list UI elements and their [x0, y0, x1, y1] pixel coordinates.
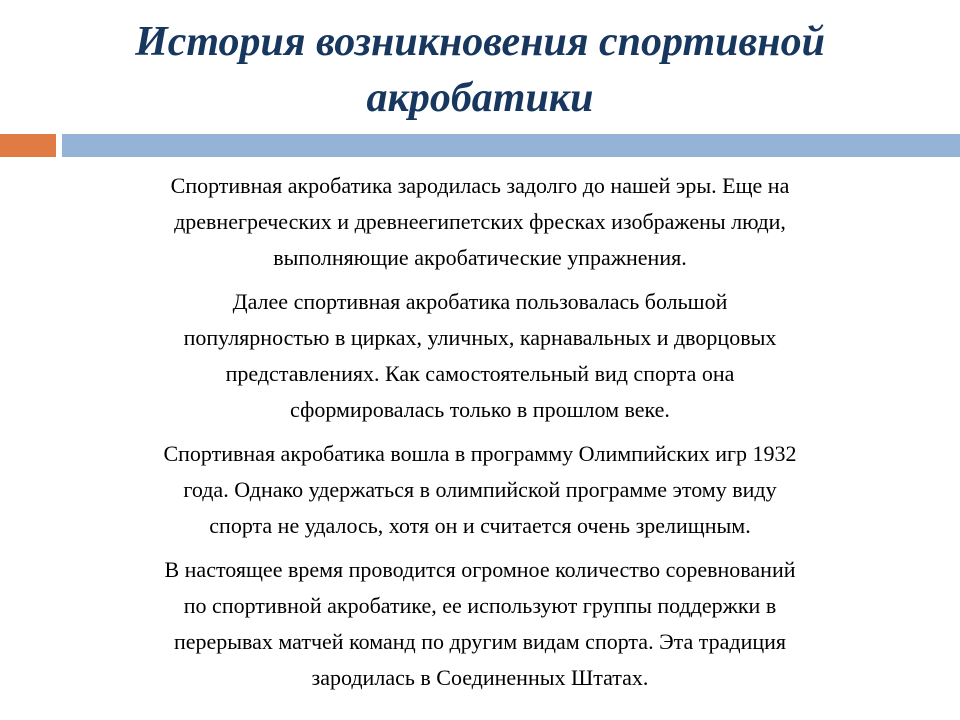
paragraph-line: спорта не удалось, хотя он и считается очень зрелищным. [209, 513, 751, 538]
paragraph [40, 436, 920, 544]
paragraph-line: зародилась в Соединенных Штатах. [311, 665, 649, 690]
paragraph [40, 284, 920, 428]
paragraph-line: Спортивная акробатика зародилась задолго до нашей эры. Еще на [170, 173, 790, 198]
paragraph-line: Спортивная акробатика вошла в программу Олимпийских игр 1932 [163, 441, 797, 466]
paragraph-line: популярностью в цирках, уличных, карнавальных и дворцовых [183, 325, 777, 350]
slide-title-line: История возникновения спортивной [135, 19, 825, 65]
paragraph-line: по спортивной акробатике, ее используют группы поддержки в [183, 593, 777, 618]
paragraph-line: В настоящее время проводится огромное количество соревнований [164, 557, 796, 582]
paragraph-line: Далее спортивная акробатика пользовалась большой [232, 289, 728, 314]
paragraph-line: года. Однако удержаться в олимпийской программе этому виду [183, 477, 777, 502]
slide-body [40, 168, 920, 696]
paragraph [40, 552, 920, 696]
paragraph-line: представлениях. Как самостоятельный вид спорта она [225, 361, 735, 386]
paragraph-line: перерывах матчей команд по другим видам спорта. Эта традиция [173, 629, 787, 654]
slide-title [0, 14, 960, 126]
paragraph [40, 168, 920, 276]
paragraph-line: древнегреческих и древнеегипетских фресках изображены люди, [174, 209, 786, 234]
paragraph-line: выполняющие акробатические упражнения. [273, 245, 687, 270]
divider-bar [62, 134, 960, 157]
accent-bar [0, 134, 56, 157]
slide-title-line: акробатики [366, 75, 594, 121]
paragraph-line: сформировалась только в прошлом веке. [290, 397, 670, 422]
